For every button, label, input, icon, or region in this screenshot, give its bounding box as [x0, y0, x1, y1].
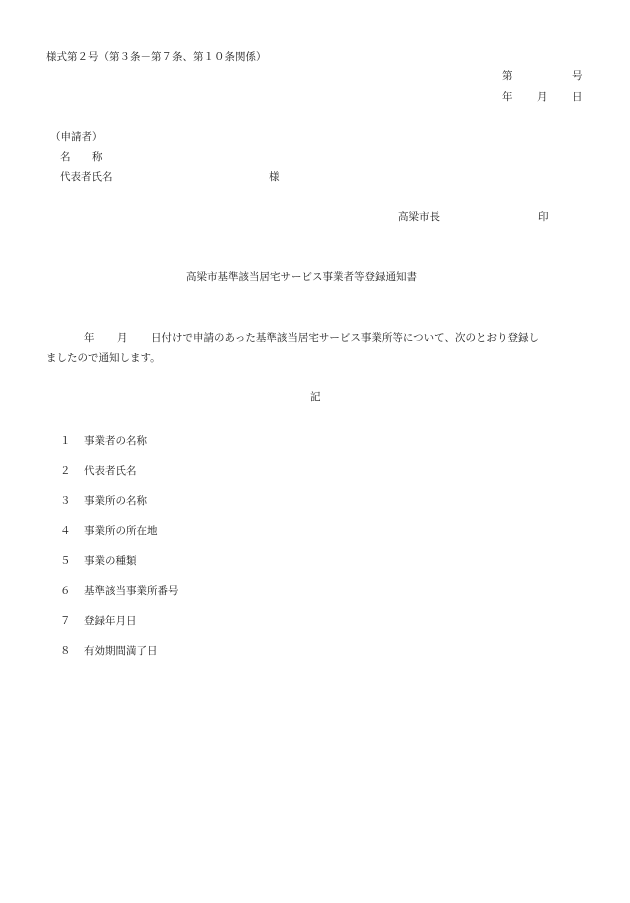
item-label: 事業所の所在地	[84, 525, 158, 537]
item-label: 有効期間満了日	[84, 645, 158, 657]
date-day: 日	[572, 91, 583, 103]
date-year: 年	[502, 91, 513, 103]
date-month: 月	[537, 91, 548, 103]
body-month: 月	[117, 332, 128, 344]
item-number: ８	[60, 645, 71, 657]
item-number: ５	[60, 555, 71, 567]
item-number: ２	[60, 465, 71, 477]
item-number: ７	[60, 615, 71, 627]
ki-heading: 記	[310, 391, 321, 403]
body-line1: 日付けで申請のあった基準該当居宅サービス事業所等について、次のとおり登録し	[151, 332, 539, 344]
issuer-title: 高梁市長	[398, 211, 440, 223]
applicant-heading: （申請者）	[50, 131, 103, 143]
issuer-seal: 印	[538, 211, 549, 223]
item-label: 事業の種類	[84, 555, 137, 567]
form-number: 様式第２号（第３条－第７条、第１０条関係）	[46, 51, 267, 63]
item-label: 基準該当事業所番号	[84, 585, 179, 597]
document-number-prefix: 第	[502, 70, 513, 82]
item-number: ４	[60, 525, 71, 537]
document-number-suffix: 号	[572, 70, 583, 82]
document-title: 高梁市基準該当居宅サービス事業者等登録通知書	[186, 271, 417, 283]
item-number: ３	[60, 495, 71, 507]
representative-label: 代表者氏名	[60, 171, 113, 183]
honorific: 様	[269, 171, 280, 183]
item-number: １	[60, 435, 71, 447]
item-label: 登録年月日	[84, 615, 137, 627]
body-line2: ましたので通知します。	[46, 352, 161, 364]
item-label: 事業所の名称	[84, 495, 147, 507]
applicant-name-label-1: 名	[60, 151, 71, 163]
item-label: 代表者氏名	[84, 465, 137, 477]
body-year: 年	[84, 332, 95, 344]
item-label: 事業者の名称	[84, 435, 147, 447]
applicant-name-label-2: 称	[92, 151, 103, 163]
item-number: ６	[60, 585, 71, 597]
